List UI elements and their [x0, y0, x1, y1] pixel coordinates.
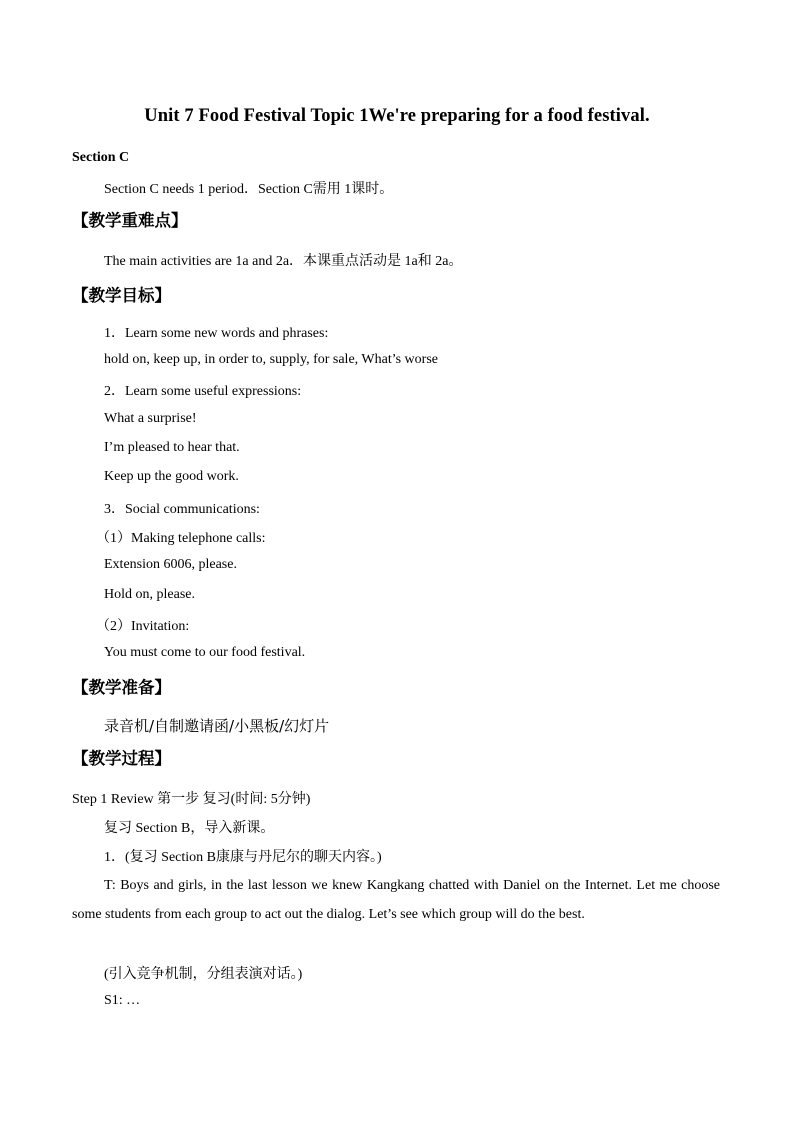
section-note: Section C needs 1 period．Section C需用 1课时。	[104, 182, 394, 197]
teacher-paragraph: T: Boys and girls, in the last lesson we knew Kangkang chatted with Daniel on the Internet. Let me choose some students from each group to act out the dialog. Let’s see which group will do the best.	[72, 878, 720, 922]
preparation-text: 录音机/自制邀请函/小黑板/幻灯片	[104, 717, 330, 735]
objective-expression-2: I’m pleased to hear that.	[104, 440, 240, 455]
objective-sub-2: （2）Invitation:	[96, 619, 190, 634]
review-point-1: 1．(复习 Section B康康与丹尼尔的聊天内容。)	[104, 850, 382, 865]
objective-item-2: 2．Learn some useful expressions:	[104, 384, 302, 399]
step-1-heading: Step 1 Review 第一步 复习(时间: 5分钟)	[72, 792, 311, 807]
objective-item-3: 3．Social communications:	[104, 502, 260, 517]
objective-item-1: 1．Learn some new words and phrases:	[104, 326, 329, 341]
heading-preparation: 【教学准备】	[72, 678, 171, 697]
key-points-text: The main activities are 1a and 2a．本课重点活动是 1a和 2a。	[104, 254, 463, 269]
document-title: Unit 7 Food Festival Topic 1We're preparing for a food festival.	[144, 106, 650, 126]
objective-expression-1: What a surprise!	[104, 411, 197, 426]
heading-process: 【教学过程】	[72, 749, 171, 768]
objective-sub-1-a: Extension 6006, please.	[104, 557, 237, 572]
student-line: S1: …	[104, 993, 141, 1008]
objective-sub-1: （1）Making telephone calls:	[96, 531, 266, 546]
objective-expression-3: Keep up the good work.	[104, 469, 239, 484]
heading-key-points: 【教学重难点】	[72, 211, 188, 230]
objective-sub-1-b: Hold on, please.	[104, 587, 195, 602]
process-note: (引入竞争机制，分组表演对话。)	[104, 967, 303, 982]
section-label: Section C	[72, 150, 130, 165]
review-line: 复习 Section B，导入新课。	[104, 821, 275, 836]
objective-item-1-words: hold on, keep up, in order to, supply, for sale, What’s worse	[104, 352, 438, 367]
heading-objectives: 【教学目标】	[72, 286, 171, 305]
objective-sub-2-a: You must come to our food festival.	[104, 645, 306, 660]
